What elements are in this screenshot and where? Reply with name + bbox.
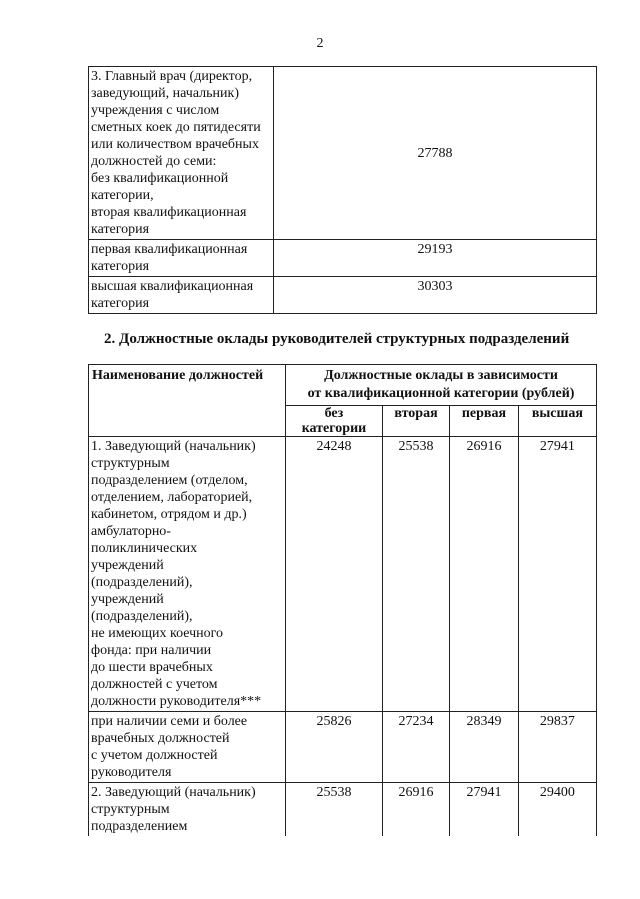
text-line: амбулаторно- <box>91 524 171 539</box>
text-line: не имеющих коечного <box>91 626 224 641</box>
text-line: 1. Заведующий (начальник) <box>91 439 256 454</box>
text-line: учреждений <box>91 558 164 573</box>
text-line: заведующий, начальник) <box>91 86 239 101</box>
salary-first: 27941 <box>450 783 519 837</box>
salary-no-category: 25826 <box>286 712 383 783</box>
salary-first: 26916 <box>450 437 519 712</box>
text-line: (подразделений), <box>91 609 193 624</box>
column-header-position: Наименование должностей <box>89 365 286 437</box>
salary-value: 30303 <box>274 277 597 314</box>
text-line: 2. Заведующий (начальник) <box>91 785 256 800</box>
header-line: вторая <box>394 406 438 421</box>
header-line: категории <box>301 421 367 436</box>
text-line: или количеством врачебных <box>91 137 259 152</box>
text-line: руководителя <box>91 765 172 780</box>
text-line: первая квалификационная <box>91 242 248 257</box>
text-line: высшая квалификационная <box>91 279 254 294</box>
header-line: от квалификационной категории (рублей) <box>307 386 575 401</box>
position-name-cell <box>89 783 286 837</box>
text-line: категория <box>91 296 150 311</box>
salary-no-category: 25538 <box>286 783 383 837</box>
column-header-second <box>382 406 449 437</box>
header-row <box>89 365 597 406</box>
text-line: врачебных должностей <box>91 731 230 746</box>
text-line: кабинетом, отрядом и др.) <box>91 507 247 522</box>
table-row <box>89 240 597 277</box>
text-line: фонда: при наличии <box>91 643 212 658</box>
text-line: должностей до семи: <box>91 154 217 169</box>
position-name-cell <box>89 712 286 783</box>
chief-doctor-salary-table <box>88 66 597 314</box>
section-title: 2. Должностные оклады руководителей структурных подразделений <box>104 331 570 347</box>
header-line: первая <box>461 406 507 421</box>
column-header-no-category <box>286 406 383 437</box>
text-line: при наличии семи и более <box>91 714 248 729</box>
text-line: категория <box>91 222 150 237</box>
page-number: 2 <box>316 36 324 51</box>
text-line: структурным <box>91 456 170 471</box>
header-line: Должностные оклады в зависимости <box>324 368 558 383</box>
position-name-cell <box>89 437 286 712</box>
text-line: учреждения с числом <box>91 103 220 118</box>
salary-second: 27234 <box>382 712 449 783</box>
text-line: должностей с учетом <box>91 677 218 692</box>
text-line: учреждений <box>91 592 164 607</box>
text-line: отделением, лабораторией, <box>91 490 253 505</box>
column-header-first <box>450 406 519 437</box>
salary-second: 25538 <box>382 437 449 712</box>
text-line: структурным <box>91 802 170 817</box>
table-row <box>89 712 597 783</box>
table-row <box>89 277 597 314</box>
salary-first: 28349 <box>450 712 519 783</box>
salary-no-category: 24248 <box>286 437 383 712</box>
text-line: до шести врачебных <box>91 660 213 675</box>
column-group-header <box>286 365 597 406</box>
salary-highest: 27941 <box>518 437 596 712</box>
position-name-cell <box>89 67 274 240</box>
text-line: подразделением <box>91 819 188 834</box>
text-line: категории, <box>91 188 154 203</box>
table-row <box>89 783 597 837</box>
text-line: подразделением (отделом, <box>91 473 248 488</box>
text-line: (подразделений), <box>91 575 193 590</box>
text-line: категория <box>91 259 150 274</box>
position-name-cell <box>89 240 274 277</box>
header-line: без <box>324 406 344 421</box>
salary-value: 27788 <box>274 67 597 240</box>
department-heads-salary-table <box>88 364 597 836</box>
table-row <box>89 67 597 240</box>
salary-highest: 29400 <box>518 783 596 837</box>
text-line: поликлинических <box>91 541 198 556</box>
salary-value: 29193 <box>274 240 597 277</box>
text-line: сметных коек до пятидесяти <box>91 120 261 135</box>
column-header-highest <box>518 406 596 437</box>
text-line: вторая квалификационная <box>91 205 247 220</box>
salary-highest: 29837 <box>518 712 596 783</box>
text-line: без квалификационной <box>91 171 229 186</box>
salary-second: 26916 <box>382 783 449 837</box>
text-line: 3. Главный врач (директор, <box>91 69 253 84</box>
text-line: с учетом должностей <box>91 748 218 763</box>
text-line: должности руководителя*** <box>91 694 262 709</box>
table-row <box>89 437 597 712</box>
position-name-cell <box>89 277 274 314</box>
header-line: высшая <box>531 406 583 421</box>
